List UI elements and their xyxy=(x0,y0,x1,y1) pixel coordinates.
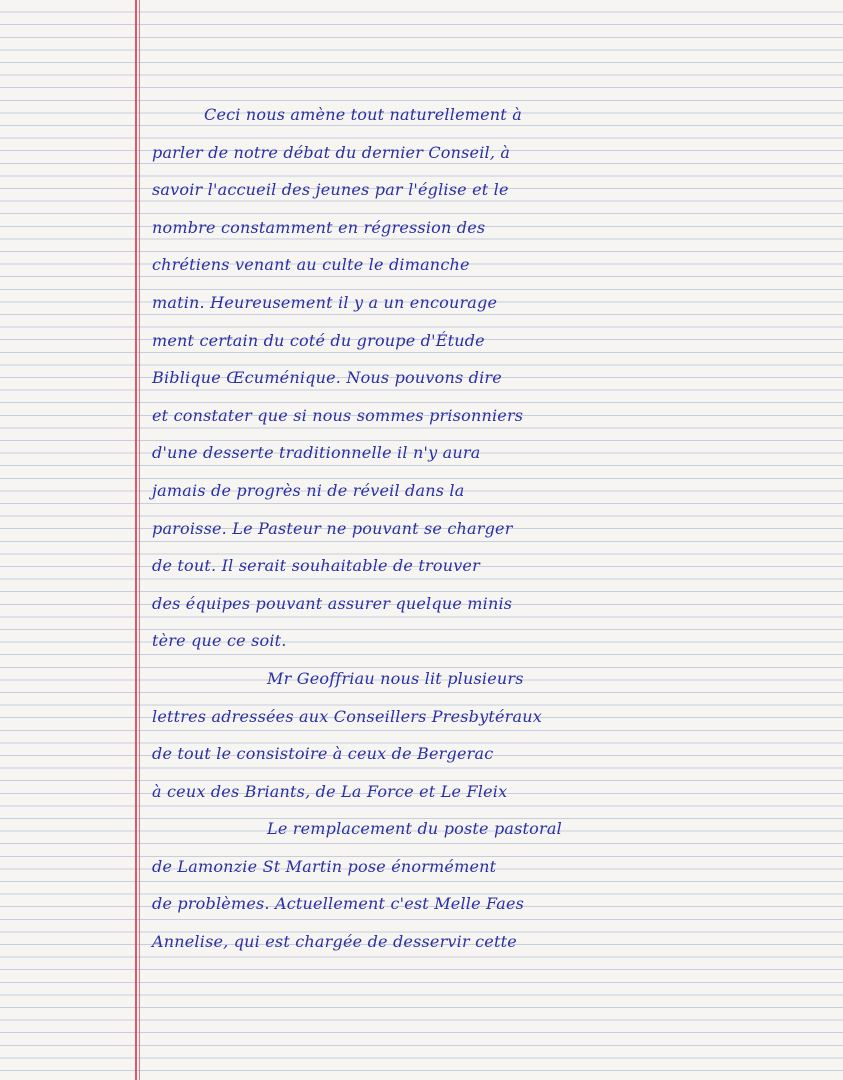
text-line: à ceux des Briants, de La Force et Le Fleix xyxy=(152,781,508,801)
text-line: des équipes pouvant assurer quelque minis xyxy=(152,593,513,613)
text-line: de tout. Il serait souhaitable de trouver xyxy=(152,556,480,576)
text-line: Annelise, qui est chargée de desservir cette xyxy=(152,932,517,952)
text-line: lettres adressées aux Conseillers Presbytéraux xyxy=(152,706,542,726)
text-line: de tout le consistoire à ceux de Bergerac xyxy=(152,744,494,764)
text-line: savoir l'accueil des jeunes par l'église et le xyxy=(152,180,509,200)
margin-line-inner xyxy=(139,0,140,1080)
text-line: Mr Geoffriau nous lit plusieurs xyxy=(267,668,524,688)
text-line: jamais de progrès ni de réveil dans la xyxy=(152,480,465,500)
text-line: Biblique Œcuménique. Nous pouvons dire xyxy=(152,368,502,388)
text-line: Le remplacement du poste pastoral xyxy=(267,819,562,839)
text-line: d'une desserte traditionnelle il n'y aura xyxy=(152,443,481,463)
text-line: de problèmes. Actuellement c'est Melle Faes xyxy=(152,894,525,914)
text-line: parler de notre débat du dernier Conseil, à xyxy=(152,142,511,162)
text-line: Ceci nous amène tout naturellement à xyxy=(204,105,522,124)
margin-line xyxy=(135,0,137,1080)
text-line: chrétiens venant au culte le dimanche xyxy=(152,255,470,275)
text-line: paroisse. Le Pasteur ne pouvant se charger xyxy=(152,518,513,538)
text-line: tère que ce soit. xyxy=(152,631,287,651)
text-line: et constater que si nous sommes prisonniers xyxy=(152,405,524,425)
text-line: de Lamonzie St Martin pose énormément xyxy=(152,856,497,876)
text-line: ment certain du coté du groupe d'Étude xyxy=(152,330,485,350)
text-line: matin. Heureusement il y a un encourage xyxy=(152,292,498,312)
handwritten-text xyxy=(152,96,842,961)
text-line: nombre constamment en régression des xyxy=(152,217,486,237)
